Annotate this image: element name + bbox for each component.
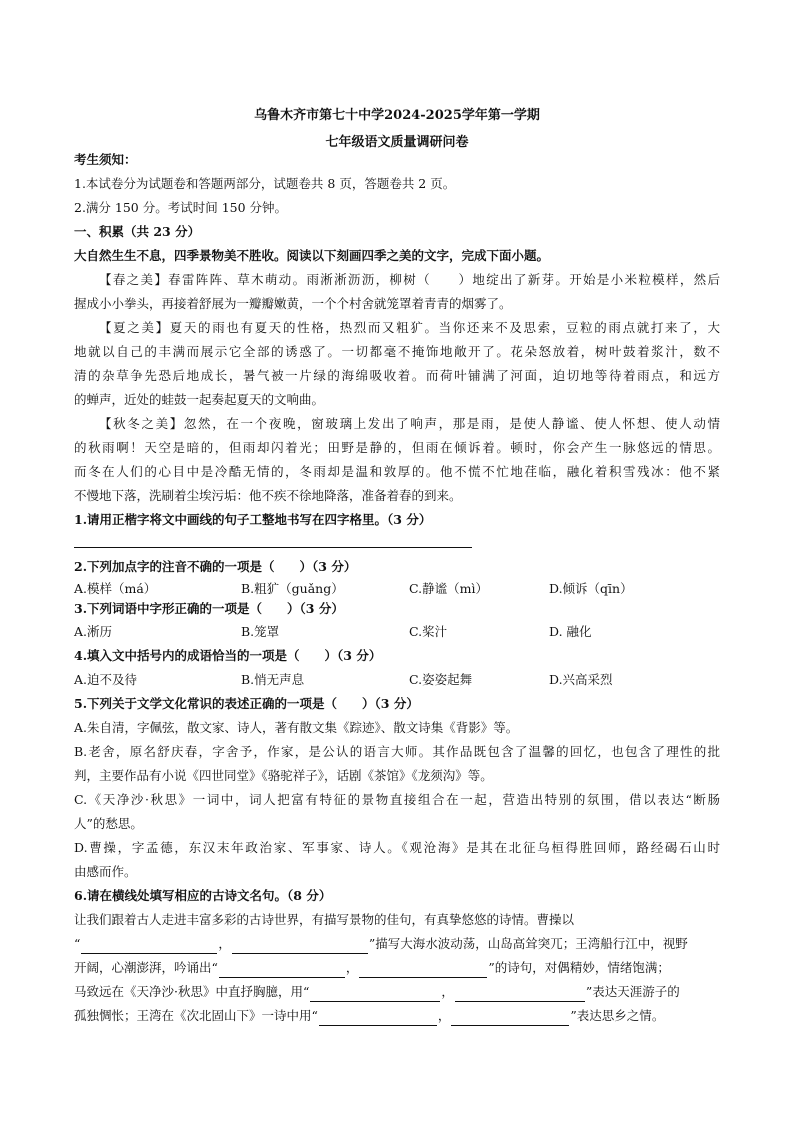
question-3: 3.下列词语中字形正确的一项是（ ）（3 分） bbox=[74, 601, 344, 616]
summer-paragraph-line: 地就以自己的丰满而展示它全部的诱惑了。一切都毫不掩饰地敞开了。花朵怒放着，树叶鼓着浆汁，数不 bbox=[74, 344, 720, 359]
autumn-paragraph-line: 而冬在人们的心目中是冷酷无情的，冬雨却是温和敦厚的。他不慌不忙地荏临，融化着积雪残冰：他不紧 bbox=[74, 464, 720, 479]
section-heading: 一、积累（共 23 分） bbox=[74, 224, 201, 239]
notice-item-1: 1.本试卷分为试题卷和答题两部分，试题卷共 8 页，答题卷共 2 页。 bbox=[74, 176, 456, 191]
q6-fill-line: 马致远在《天净沙·秋思》中直抒胸臆，用“ ， ”表达天涯游子的 bbox=[74, 982, 680, 1002]
exam-subtitle: 七年级语文质量调研问卷 bbox=[325, 135, 469, 150]
q5-option-b-cont: 判，主要作品有小说《四世同堂》《骆驼祥子》，话剧《茶馆》《龙须沟》等。 bbox=[74, 768, 493, 783]
question-6: 6.请在横线处填写相应的古诗文名句。（8 分） bbox=[74, 888, 332, 903]
autumn-paragraph-line: 【秋冬之美】忽然，在一个夜晚，窗玻璃上发出了响声，那是雨，是使人静谧、使人怀想、使人动情 bbox=[99, 416, 720, 431]
q5-option-c[interactable]: C.《天净沙·秋思》一词中，词人把富有特征的景物直接组合在一起，营造出特别的氛围，借以表达“断肠 bbox=[74, 792, 720, 807]
fill-blank[interactable] bbox=[310, 987, 440, 1002]
fill-blank[interactable] bbox=[232, 939, 368, 954]
q2-option-d[interactable]: D.倾诉（qīn） bbox=[549, 581, 633, 596]
q5-option-d[interactable]: D.曹操，字孟德，东汉末年政治家、军事家、诗人。《观沧海》是其在北征乌桓得胜回师，路经碣石山时 bbox=[74, 840, 720, 855]
spring-paragraph-line: 握成小小拳头，再接着舒展为一瓣瓣嫩黄，一个个村舍就笼罩着青青的烟雾了。 bbox=[74, 296, 512, 311]
q5-option-a[interactable]: A.朱自清，字佩弦，散文家、诗人，著有散文集《踪迹》、散文诗集《背影》等。 bbox=[74, 720, 519, 735]
notice-item-2: 2.满分 150 分。考试时间 150 分钟。 bbox=[74, 200, 288, 215]
q5-option-c-cont: 人”的愁思。 bbox=[74, 816, 143, 831]
spring-paragraph-line: 【春之美】春雷阵阵、草木萌动。雨淅淅沥沥，柳树（ ）地绽出了新芽。开始是小米粒模样，然后 bbox=[99, 272, 720, 287]
fill-blank[interactable] bbox=[219, 963, 345, 978]
fill-blank[interactable] bbox=[451, 1011, 569, 1026]
q2-option-a[interactable]: A.模样（má） bbox=[74, 581, 157, 596]
q6-fill-line: 孤独惆怅；王湾在《次北固山下》一诗中用“ ， ”表达思乡之情。 bbox=[74, 1006, 664, 1026]
fill-blank[interactable] bbox=[455, 987, 585, 1002]
q4-option-d[interactable]: D.兴高采烈 bbox=[549, 672, 613, 687]
q4-option-a[interactable]: A.迫不及待 bbox=[74, 672, 138, 687]
q5-option-d-cont: 由感而作。 bbox=[74, 864, 137, 879]
section-intro: 大自然生生不息，四季景物美不胜收。阅读以下刻画四季之美的文字，完成下面小题。 bbox=[74, 248, 550, 263]
q6-fill-line: 开阔，心潮澎湃，吟诵出“ ， ”的诗句，对偶精妙，情绪饱满； bbox=[74, 958, 670, 978]
q2-option-b[interactable]: B.粗犷（guǎng） bbox=[241, 581, 344, 596]
question-4: 4.填入文中括号内的成语恰当的一项是（ ）（3 分） bbox=[74, 648, 382, 663]
q4-option-c[interactable]: C.姿姿起舞 bbox=[409, 672, 473, 687]
q6-fill-line: “ ， ”描写大海水波动荡，山岛高耸突兀；王湾船行江中，视野 bbox=[74, 934, 688, 954]
notice-heading: 考生须知： bbox=[74, 152, 137, 167]
question-1: 1.请用正楷字将文中画线的句子工整地书写在四字格里。（3 分） bbox=[74, 512, 432, 527]
q4-option-b[interactable]: B.悄无声息 bbox=[241, 672, 305, 687]
question-2: 2.下列加点字的注音不确的一项是（ ）（3 分） bbox=[74, 559, 357, 574]
autumn-paragraph-line: 不慢地下落，洗刷着尘埃污垢：他不疾不徐地降落，准备着春的到来。 bbox=[74, 488, 462, 503]
q5-option-b[interactable]: B.老舍，原名舒庆春，字舍予，作家，是公认的语言大师。其作品既包含了温馨的回忆，也包含了理性的批 bbox=[74, 744, 720, 759]
fill-blank[interactable] bbox=[81, 939, 217, 954]
q3-option-d[interactable]: D. 融化 bbox=[549, 624, 592, 639]
summer-paragraph-line: 【夏之美】夏天的雨也有夏天的性格，热烈而又粗犷。当你还来不及思索，豆粒的雨点就打来了，大 bbox=[99, 320, 720, 335]
summer-paragraph-line: 的蝉声，近处的蛙鼓一起奏起夏天的文响曲。 bbox=[74, 392, 325, 407]
q6-text-line: 让我们跟着古人走进丰富多彩的古诗世界，有描写景物的佳句，有真挚悠悠的诗情。曹操以 bbox=[74, 912, 575, 927]
q2-option-c[interactable]: C.静谧（mì） bbox=[409, 581, 488, 596]
q3-option-a[interactable]: A.淅历 bbox=[74, 624, 113, 639]
exam-title: 乌鲁木齐市第七十中学2024-2025学年第一学期 bbox=[254, 108, 540, 123]
fill-blank[interactable] bbox=[319, 1011, 437, 1026]
summer-paragraph-line: 清的杂草争先恐后地成长，暑气被一片绿的海绵吸收着。而荷叶铺满了河面，迫切地等待着雨点，和远方 bbox=[74, 368, 720, 383]
autumn-paragraph-line: 的秋雨啊！天空是暗的，但雨却闪着光；田野是静的，但雨在倾诉着。顿时，你会产生一脉悠远的情思。 bbox=[74, 440, 720, 455]
q3-option-c[interactable]: C.桨汁 bbox=[409, 624, 448, 639]
fill-blank[interactable] bbox=[359, 963, 487, 978]
question-5: 5.下列关于文学文化常识的表述正确的一项是（ ）（3 分） bbox=[74, 696, 419, 711]
q3-option-b[interactable]: B.笼罩 bbox=[241, 624, 280, 639]
answer-line[interactable] bbox=[74, 547, 472, 548]
